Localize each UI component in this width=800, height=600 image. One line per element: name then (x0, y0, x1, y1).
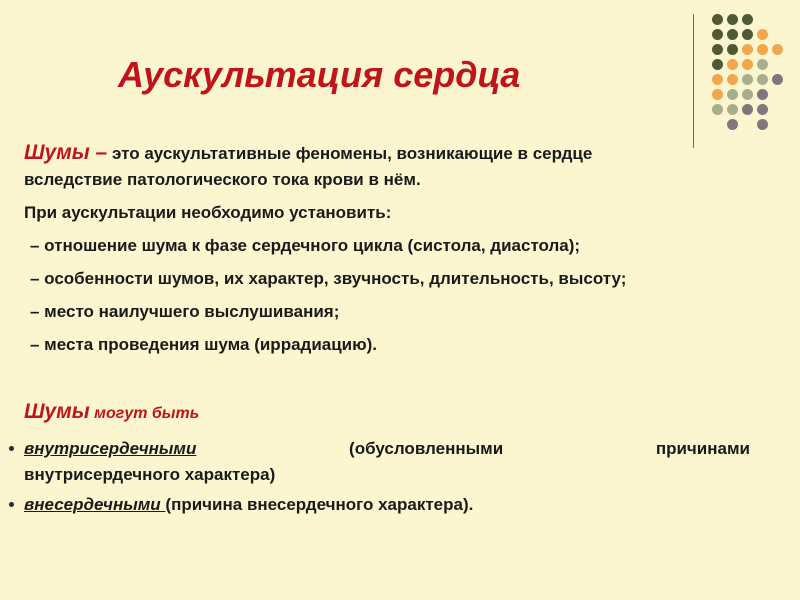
decor-dot (742, 14, 753, 25)
decor-dot (727, 44, 738, 55)
decor-dot (757, 29, 768, 40)
decor-dot (757, 59, 768, 70)
decor-dot (742, 59, 753, 70)
decor-dot (772, 74, 783, 85)
slide-title: Аускультация сердца (118, 54, 521, 95)
list-item (24, 436, 750, 488)
decor-dot (712, 14, 723, 25)
decor-dot (712, 29, 723, 40)
definition-text-line2: вследствие патологического тока крови в нём. (24, 170, 421, 189)
definition-paragraph (24, 140, 754, 193)
decor-dot (742, 74, 753, 85)
definition-text-line1: это аускультативные феномены, возникающие в сердце (107, 144, 593, 163)
decor-dot (712, 44, 723, 55)
slide-body (24, 140, 754, 365)
decorative-divider-line (693, 14, 694, 148)
decor-dot (757, 104, 768, 115)
decor-dot (757, 89, 768, 100)
decor-dot (712, 59, 723, 70)
decor-dot (712, 104, 723, 115)
decor-dot (727, 14, 738, 25)
decor-dot (712, 74, 723, 85)
decor-dot (712, 89, 723, 100)
decor-dot (727, 59, 738, 70)
decor-dot (727, 29, 738, 40)
decor-dot (772, 44, 783, 55)
dash-item-3: – место наилучшего выслушивания; (30, 302, 340, 321)
murmurs-accent-word: Шумы – (24, 141, 108, 164)
decor-dot (742, 29, 753, 40)
dash-item-1: – отношение шума к фазе сердечного цикла (систола, диастола); (30, 236, 581, 255)
extracardiac-term: внесердечными (24, 495, 166, 514)
establish-heading: При аускультации необходимо установить: (24, 203, 392, 222)
decor-dot (757, 119, 768, 130)
decor-dot (742, 104, 753, 115)
bullet-icon (9, 502, 14, 507)
decor-dot (727, 89, 738, 100)
decor-dot (742, 89, 753, 100)
intracardiac-term: внутрисердечными (24, 439, 197, 458)
intracardiac-rest-line2: внутрисердечного характера) (24, 465, 276, 484)
decor-dot (757, 74, 768, 85)
extracardiac-rest: (причина внесердечного характера). (165, 495, 474, 514)
decor-dot (727, 119, 738, 130)
murmurs-word: Шумы (24, 400, 90, 423)
murmurs-can-be-heading (24, 400, 199, 424)
intracardiac-rest-line1: (обусловленными причинами (349, 439, 750, 458)
decor-dot (757, 44, 768, 55)
can-be-text: могут быть (94, 405, 200, 422)
murmur-type-list (24, 436, 750, 522)
list-item (24, 492, 750, 518)
decor-dot (727, 74, 738, 85)
decor-dot (727, 104, 738, 115)
intracardiac-line1 (24, 436, 750, 462)
decor-dot (742, 44, 753, 55)
dash-item-2: – особенности шумов, их характер, звучность, длительность, высоту; (30, 269, 627, 288)
bullet-icon (9, 446, 14, 451)
dash-item-4: – места проведения шума (иррадиацию). (30, 335, 378, 354)
